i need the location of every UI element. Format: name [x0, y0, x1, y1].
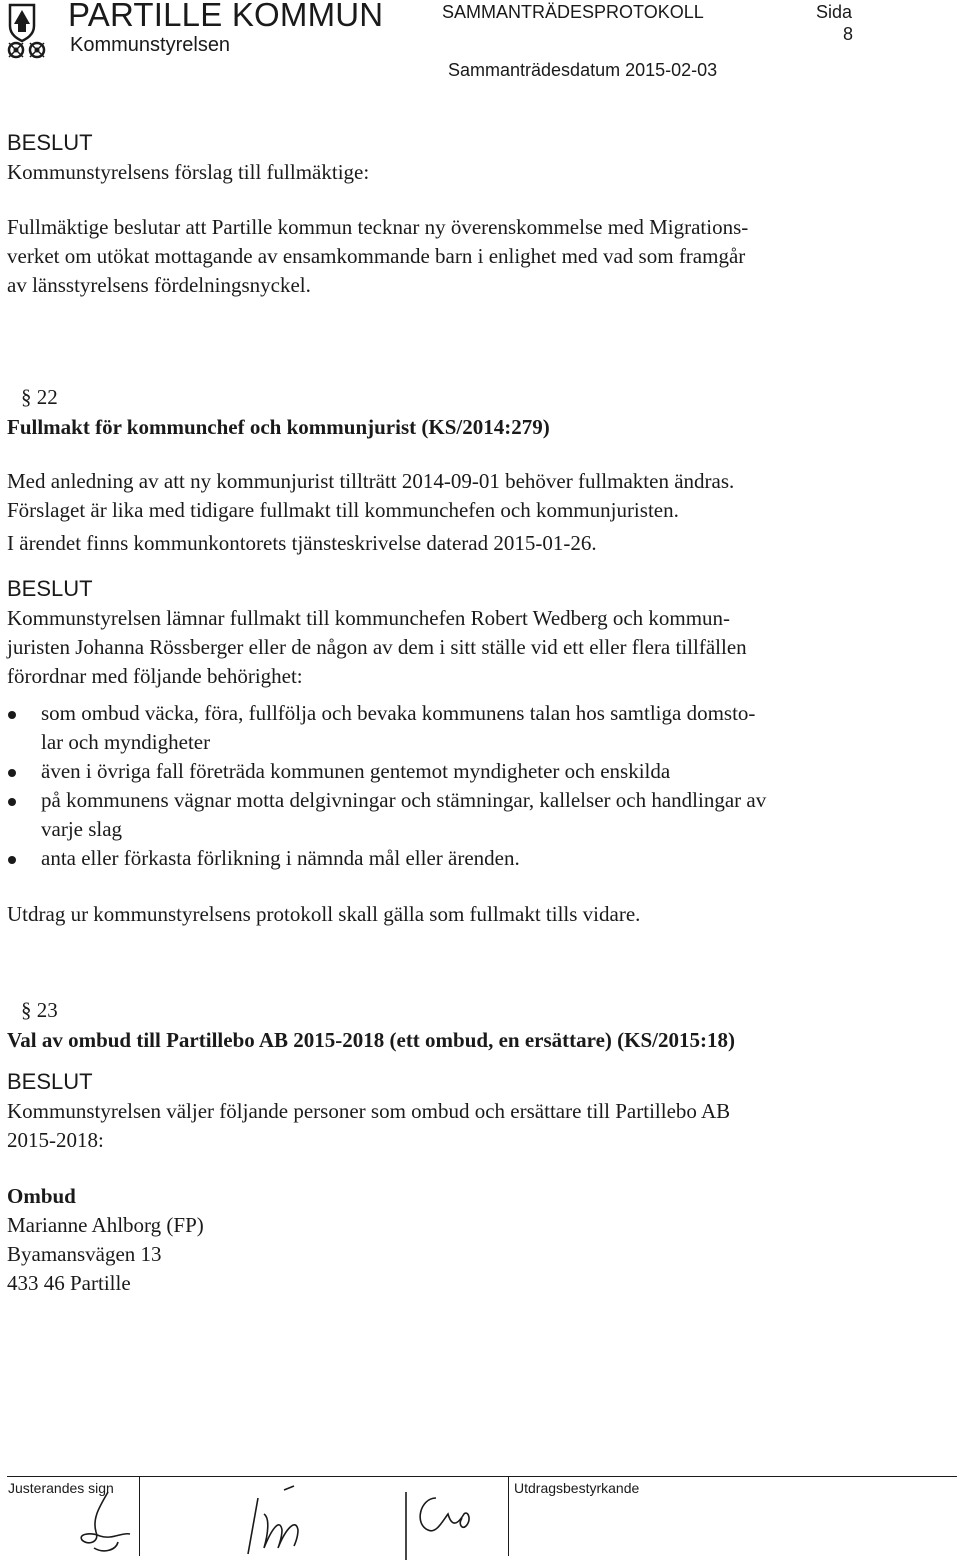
page-header — [0, 0, 960, 90]
footer-divider — [7, 1476, 957, 1477]
ombud-line: Marianne Ahlborg (FP) — [7, 1213, 204, 1237]
section-22-decision-heading: BESLUT — [7, 576, 93, 601]
section-22-paragraph-line: Förslaget är lika med tidigare fullmakt till kommunchefen och kommunjuristen. — [7, 498, 679, 522]
meeting-date: Sammanträdesdatum 2015-02-03 — [448, 60, 718, 80]
section-23-decision-line: Kommunstyrelsen väljer följande personer som ombud och ersättare till Partillebo AB — [7, 1099, 731, 1123]
signature-mark — [70, 1488, 150, 1560]
intro-line: av länsstyrelsens fördelningsnyckel. — [7, 273, 311, 297]
section-22-closing: Utdrag ur kommunstyrelsens protokoll skall gälla som fullmakt tills vidare. — [7, 902, 641, 926]
footer-divider-vertical — [508, 1476, 509, 1556]
ombud-line: 433 46 Partille — [7, 1271, 131, 1295]
intro-line: verket om utökat mottagande av ensamkommande barn i enlighet med vad som framgår — [7, 244, 746, 268]
list-item-line: anta eller förkasta förlikning i nämnda mål eller ärenden. — [41, 846, 520, 870]
intro-line: Fullmäktige beslutar att Partille kommun tecknar ny överenskommelse med Migrations- — [7, 215, 749, 239]
list-item-line: som ombud väcka, föra, fullfölja och bevaka kommunens talan hos samtliga domsto- — [41, 701, 756, 725]
section-23-decision-line: 2015-2018: — [7, 1128, 104, 1152]
utdragsbestyrkande-label: Utdragsbestyrkande — [514, 1480, 640, 1496]
signature-footer — [0, 1468, 960, 1560]
section-23-number: § 23 — [21, 998, 58, 1022]
ombud-line: Byamansvägen 13 — [7, 1242, 162, 1266]
list-item — [7, 699, 947, 757]
list-item — [7, 844, 947, 873]
document-type: SAMMANTRÄDESPROTOKOLL — [442, 2, 704, 22]
section-23-title: Val av ombud till Partillebo AB 2015-2018 (ett ombud, en ersättare) (KS/2015:18) — [7, 1028, 735, 1052]
ombud-heading: Ombud — [7, 1184, 76, 1208]
organization-name: PARTILLE KOMMUN — [68, 0, 384, 33]
document-body — [7, 128, 947, 1298]
list-item-line: lar och myndigheter — [41, 730, 211, 754]
intro-subheading: Kommunstyrelsens förslag till fullmäktige: — [7, 160, 370, 184]
list-item — [7, 757, 947, 786]
section-22-decision-line: förordnar med följande behörighet: — [7, 664, 303, 688]
municipal-coat-of-arms-logo — [4, 2, 66, 60]
organization-unit: Kommunstyrelsen — [70, 34, 231, 56]
section-22-paragraph-line: Med anledning av att ny kommunjurist tillträtt 2014-09-01 behöver fullmakten ändras. — [7, 469, 735, 493]
section-22-note: I ärendet finns kommunkontorets tjänsteskrivelse daterad 2015-01-26. — [7, 531, 597, 555]
intro-heading: BESLUT — [7, 130, 93, 155]
page-number: 8 — [843, 24, 854, 44]
section-22-number: § 22 — [21, 385, 58, 409]
signature-mark — [244, 1478, 324, 1558]
list-item-line: varje slag — [41, 817, 123, 841]
section-23-decision-heading: BESLUT — [7, 1069, 93, 1094]
section-22-decision-line: juristen Johanna Rössberger eller de någon av dem i sitt ställe vid ett eller flera tillfällen — [7, 635, 747, 659]
authority-list — [7, 699, 947, 873]
list-item — [7, 786, 947, 844]
section-22-decision-line: Kommunstyrelsen lämnar fullmakt till kommunchefen Robert Wedberg och kommun- — [7, 606, 731, 630]
list-item-line: på kommunens vägnar motta delgivningar och stämningar, kallelser och handlingar av — [41, 788, 767, 812]
list-item-line: även i övriga fall företräda kommunen gentemot myndigheter och enskilda — [41, 759, 671, 783]
signature-mark — [402, 1484, 478, 1560]
section-22-title: Fullmakt för kommunchef och kommunjurist (KS/2014:279) — [7, 415, 550, 439]
justerandes-sign-label: Justerandes sign — [8, 1480, 114, 1496]
page-label: Sida — [816, 2, 853, 22]
